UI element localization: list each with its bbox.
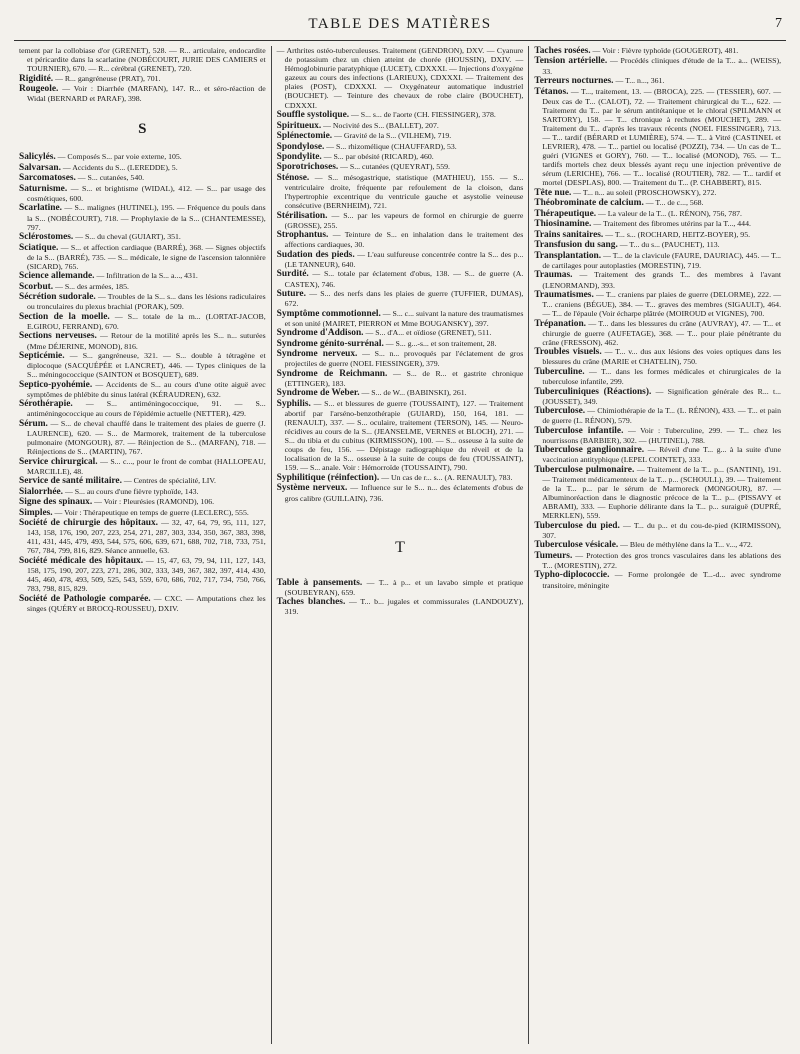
entry-headword: Strophantus. [276, 230, 329, 241]
entry-text: — S... de R... et gastrite chronique (ETTINGER), 183. [284, 368, 524, 388]
entry-headword: Troubles visuels. [534, 347, 602, 358]
entry-text: — S... cutanées, 540. [75, 173, 145, 183]
entry-headword: Saturnisme. [19, 183, 68, 194]
index-entry [534, 290, 781, 318]
index-entry [277, 309, 524, 328]
entry-headword: Tumeurs. [534, 550, 573, 561]
entry-text: — Protection des gros troncs vasculaires dans les ablations des T... (MORESTIN), 272. [542, 550, 782, 570]
entry-headword: Société de Pathologie comparée. [19, 593, 151, 604]
entry-headword: Signe des spinaux. [19, 497, 93, 508]
entry-text: — Voir : Diarrhée (MARFAN), 147. R... et séro-réaction de Widal (BERNARD et PARAF), 398. [27, 84, 266, 104]
index-entry [277, 121, 524, 131]
entry-text: — Forme prolongée de T...-d... avec syndrome transitoire, méningite [542, 570, 782, 590]
entry-text: — Traitement des grands T... des membres à l'avant (LENORMAND), 393. [542, 270, 782, 290]
index-entry [534, 230, 781, 240]
index-entry [19, 232, 266, 242]
entry-headword: Syndrome d'Addison. [276, 328, 364, 339]
entry-headword: Table à pansements. [276, 577, 363, 588]
entry-headword: Transplantation. [534, 250, 602, 261]
entry-text: — S... par obésité (RICARD), 460. [321, 151, 434, 161]
entry-headword: Tête nue. [534, 187, 572, 198]
index-entry [534, 445, 781, 464]
entry-headword: Société médicale des hôpitaux. [19, 555, 144, 566]
header-rule [14, 40, 786, 41]
index-entry [19, 271, 266, 281]
index-entry [19, 184, 266, 203]
index-entry [534, 76, 781, 86]
entry-text: — S... n... provoqués par l'éclatement de gros projectiles de guerre (NOEL FIESSINGER), 379. [284, 349, 524, 369]
entry-headword: Système nerveux. [276, 483, 348, 494]
index-entry [534, 387, 781, 406]
index-entry [534, 240, 781, 250]
entry-text: — 15, 47, 63, 79, 94, 111, 127, 143, 158, 175, 190, 207, 223, 271, 286, 302, 333, 349, 367, 382, 397, 414, 430, 445, 460, 478, 493, 509, 525, 543, 559, 670, 686, 702, 717, 734, 750, 766, 783, 798, 815, 829. [27, 555, 266, 594]
index-entry [19, 292, 266, 311]
entry-text: — S... g...-s... et son traitement, 28. [383, 338, 497, 348]
index-entry [19, 487, 266, 497]
entry-headword: Sérothérapie. [19, 399, 73, 410]
entry-text: — Accidents de S... au cours d'une otite aiguë avec symptômes de phlébite du sinus latéral (KÉRAUDREN), 632. [27, 379, 266, 399]
entry-headword: Service de santé militaire. [19, 476, 122, 487]
index-entry [19, 312, 266, 331]
entry-text: — T... n..., 361. [613, 76, 665, 86]
entry-headword: Sarcomatoses. [19, 173, 76, 184]
index-entry [534, 46, 781, 56]
index-entry [19, 457, 266, 476]
entry-text: — Influence sur le S... n... des éclatements d'obus de gros calibre (GUILLAIN), 736. [284, 483, 524, 503]
index-entry [534, 406, 781, 425]
entry-text: — Troubles de la S... s... dans les lésions radiculaires ou tronculaires du plexus brachial (PORAK), 509. [27, 292, 266, 312]
entry-headword: Typho-diplococcie. [534, 570, 610, 581]
entry-text: — S... rhizomélique (CHAUFFARD), 53. [324, 141, 457, 151]
index-entry [534, 540, 781, 550]
entry-headword: Sténose. [276, 172, 310, 183]
index-entry [277, 328, 524, 338]
entry-text: — Signification générale des R... t... (JOUSSET), 349. [542, 386, 782, 406]
index-entry [534, 551, 781, 570]
entry-headword: Thérapeutique. [534, 208, 597, 219]
index-entry [277, 388, 524, 398]
entry-text: — Centres de spécialité, LIV. [121, 476, 216, 486]
entry-text: — La valeur de la T... (L. RÉNON), 756, 787. [596, 208, 742, 218]
entry-text: — T... v... dus aux lésions des voies optiques dans les blessures du crâne (MARIE et CHATELIN), 750. [542, 347, 782, 367]
entry-headword: Souffle systolique. [276, 110, 350, 121]
entry-headword: Syndrome de Reichmann. [276, 368, 388, 379]
entry-text: — T... n... au soleil (PROSCHOWSKY), 272. [571, 187, 717, 197]
entry-headword: Syphilitique (réinfection). [276, 472, 380, 483]
index-entry [277, 597, 524, 616]
index-entry [19, 331, 266, 350]
entry-text: tement par la collobiase d'or (GRENET), 528. — R... articulaire, endocardite et péricardite dans la scarlatine (NOBÉCOURT, JURIE DES CAMIERS et TOURNIER), 670. — R... cérébral (GRENET), 720. [19, 46, 266, 74]
index-entry [534, 465, 781, 521]
index-entry [534, 209, 781, 219]
entry-headword: Tuberculose vésicale. [534, 540, 619, 551]
entry-headword: Sudation des pieds. [276, 249, 355, 260]
entry-text: — Un cas de r... s... (A. RENAULT), 783. [379, 472, 513, 482]
index-entry [19, 173, 266, 183]
index-entry [277, 46, 524, 110]
index-entry [19, 518, 266, 555]
entry-headword: Surdité. [276, 269, 309, 280]
entry-headword: Spiritueux. [276, 120, 322, 131]
entry-headword: Science allemande. [19, 271, 95, 282]
entry-headword: Spondylose. [276, 141, 325, 152]
entry-headword: Tuberculine. [534, 366, 585, 377]
entry-headword: Taches blanches. [276, 597, 346, 608]
index-entry [277, 110, 524, 120]
entry-text: — T... à p... et un lavabo simple et pratique (SOUBEYRAN), 659. [284, 577, 524, 597]
index-entry [534, 198, 781, 208]
index-entry [534, 319, 781, 347]
entry-headword: Simples. [19, 507, 53, 518]
index-entry [277, 349, 524, 368]
entry-headword: Sclérostomes. [19, 232, 74, 243]
entry-text: — Infiltration de la S... a..., 431. [94, 271, 198, 281]
entry-text: — Accidents du S... (LEREDDE), 5. [60, 162, 178, 172]
index-entry [277, 162, 524, 172]
entry-headword: Salvarsan. [19, 162, 61, 173]
index-entry [277, 369, 524, 388]
entry-text: — T... de c..., 568. [643, 198, 704, 208]
entry-text: — S... malignes (HUTINEL), 195. — Fréquence du pouls dans la S... (NOBÉCOURT), 718. — Prophylaxie de la S... (CHANTEMESSE), 797. [27, 203, 266, 232]
entry-headword: Tuberculose. [534, 406, 586, 417]
index-entry [19, 476, 266, 486]
entry-headword: Rougeole. [19, 84, 59, 95]
entry-text: — S... totale de la m... (LORTAT-JACOB, E.GIROU, FERRAND), 670. [27, 311, 266, 331]
index-entry [19, 163, 266, 173]
index-entry [534, 367, 781, 386]
entry-text: — S... de W... (BABINSKI), 261. [359, 388, 467, 398]
entry-headword: Suture. [276, 289, 306, 300]
entry-text: — S... au cours d'une fièvre typhoïde, 143. [63, 486, 199, 496]
entry-headword: Syndrome génito-surrénal. [276, 338, 384, 349]
index-entry [534, 251, 781, 270]
entry-text: — Nocivité des S... (BALLET), 207. [321, 120, 439, 130]
index-entry [277, 142, 524, 152]
entry-text: — Voir : Fièvre typhoïde (GOUGEROT), 481. [590, 46, 739, 55]
entry-headword: Traumatismes. [534, 290, 594, 301]
index-entry [277, 269, 524, 288]
entry-text: — Chimiothérapie de la T... (L. RÉNON), 433. — T... et pain de guerre (L. RÉNON), 579. [542, 406, 782, 426]
entry-headword: Sérum. [19, 418, 48, 429]
index-entry [534, 56, 781, 75]
index-entry [534, 426, 781, 445]
entry-headword: Sporotrichoses. [276, 162, 339, 173]
entry-text: — S... et brightisme (WIDAL), 412. — S... par usage des cosmétiques, 600. [27, 183, 266, 203]
entry-text: — S... c..., pour le front de combat (HALLOPEAU, MARCILLE), 48. [27, 456, 266, 476]
index-entry [277, 473, 524, 483]
index-entry [277, 211, 524, 230]
index-entry [277, 250, 524, 269]
index-column-right [528, 46, 786, 1044]
entry-headword: Société de chirurgie des hôpitaux. [19, 518, 159, 529]
entry-text: — T... craniens par plaies de guerre (DELORME), 222. — T... craniens (BÉGUE), 384. — T... graves des membres (SIGAULT), 464. — T... de l'épaule (Voir écharpe plâtrée (MOIROUD et VIGNES), 700. [542, 290, 782, 319]
index-entry [19, 203, 266, 231]
index-entry [534, 270, 781, 289]
entry-headword: Stérilisation. [276, 210, 328, 221]
entry-text: — Voir : Pleurésies (RAMOND), 106. [92, 497, 215, 507]
index-entry [534, 219, 781, 229]
entry-text: — Arthrites ostéo-tuberculeuses. Traitement (GENDRON), DXV. — Cyanure de potassium chez un chien atteint de chorée (HOUSSIN), DXIV. — Hémoglobinurie paratyphique (LUCET), CDXXXI. — Injections d'oxygène gazeux au cours des infections (LARIEUX), CDXXXI. — Traitement des plaies (POST), CDXXXI. — Oxygénateur automatique industriel (BOUCHET). — Teinture des chevaux de robe claire (BOUCHET), CDXXXI. [276, 46, 524, 110]
index-column-middle [271, 46, 529, 1044]
index-entry [19, 74, 266, 84]
index-entry [19, 556, 266, 593]
entry-text: — S... du cheval (GUIART), 351. [73, 232, 181, 242]
index-entry [534, 188, 781, 198]
index-entry [19, 380, 266, 399]
index-entry [19, 497, 266, 507]
index-entry [277, 399, 524, 473]
index-entry [277, 578, 524, 597]
entry-headword: Théobrominate de calcium. [534, 198, 644, 209]
entry-text: — S... c... suivant la nature des traumatismes et son unité (MAIRET, PIERRON et Mme BOUGANSKY), 397. [284, 308, 524, 328]
entry-headword: Rigidité. [19, 73, 54, 84]
entry-headword: Tuberculose pulmonaire. [534, 464, 635, 475]
entry-text: — L'eau sulfureuse concentrée contre la S... des p... (LE TANNEUR), 640. [284, 249, 524, 269]
entry-text: — T... b... jugales et commissurales (LANDOUZY), 319. [284, 597, 524, 617]
entry-headword: Trains sanitaires. [534, 229, 604, 240]
entry-headword: Sciatique. [19, 242, 59, 253]
index-entry [534, 87, 781, 188]
entry-headword: Syphilis. [276, 398, 311, 409]
entry-text: — S... et blessures de guerre (TOUSSAINT), 127. — Traitement abortif par l'arséno-benzothérapie (GUIARD), 150, 164, 181. — (RENAULT), 337. — S... oculaire, traitement (TERSON), 145. — Neuro-récidives au cours de la S... (JEANSELME, VERNES et BLOCH), 271. — S... du tibia et du cubitus (KIRMISSON), 100. — S... osseuse à la suite de coups de feu, 156. — Dépistage radiographique du réveil et de la localisation de la S... osseuse à la suite de coups de feu (TOUSSAINT), 159. — S... anale. Voir : Hémorroïde (TOUSSAINT), 790. [284, 398, 524, 473]
entry-headword: Section de la moelle. [19, 311, 110, 322]
entry-headword: Syndrome de Weber. [276, 388, 360, 399]
index-entry [277, 131, 524, 141]
index-entry [19, 419, 266, 456]
index-entry [534, 347, 781, 366]
entry-headword: Sécrétion sudorale. [19, 292, 96, 303]
entry-text: — T... du p... et du cou-de-pied (KIRMISSON), 307. [542, 520, 782, 540]
entry-text: — Retour de la motilité après les S... n... suturées (Mme DÉJERINE, MONOD), 816. [27, 331, 266, 351]
entry-headword: Symptôme commotionnel. [276, 308, 381, 319]
entry-headword: Splénectomie. [276, 131, 333, 142]
entry-headword: Tuberculiniques (Réactions). [534, 386, 652, 397]
index-entry [277, 152, 524, 162]
index-columns [14, 46, 786, 1044]
index-entry [534, 521, 781, 540]
entry-headword: Scarlatine. [19, 203, 62, 214]
entry-headword: Transfusion du sang. [534, 240, 618, 251]
entry-text: — 32, 47, 64, 79, 95, 111, 127, 143, 158, 176, 190, 207, 223, 254, 271, 287, 303, 334, 350, 367, 383, 398, 411, 431, 445, 479, 493, 544, 575, 606, 639, 671, 688, 702, 718, 733, 751, 767, 784, 799, 816, 829. Séance annuelle, 63. [27, 518, 266, 556]
entry-text: — Traitement de la T... p... (SANTINI), 191. — Traitement médicamenteux de la T... p... (SCHOULL), 39. — Traitement de la T... p... par le sérum de Marmoreck (MONGOUR), 87. — Albuminoréaction dans le diagnostic précoce de la T... p... (PISSAVY et ABRAMI), 333. — Euphorie délirante dans la T... p... suraiguë (DUPRÉ, MERKLEN), 559. [542, 464, 782, 521]
entry-headword: Trépanation. [534, 318, 586, 329]
entry-text: — Procédés cliniques d'étude de la T... a... (WEISS), 33. [542, 56, 782, 76]
index-entry [19, 84, 266, 103]
section-letter: S [138, 121, 147, 138]
entry-headword: Terreurs nocturnes. [534, 76, 614, 87]
entry-text: — S... s... de l'aorte (CH. FIESSINGER), 378. [349, 110, 496, 120]
entry-text: — S... totale par éclatement d'obus, 138. — S... de guerre (A. CASTEX), 746. [284, 269, 524, 289]
entry-text: — Composés S... par voie externe, 105. [55, 152, 182, 162]
index-entry [19, 508, 266, 518]
entry-headword: Septicémie. [19, 351, 65, 361]
entry-text: — Voir : Thérapeutique en temps de guerre (LECLERC), 555. [52, 507, 249, 517]
entry-text: — S... et affection cardiaque (BARRÉ), 368. — Signes objectifs de la S... (BARRÉ), 735. — S... médicale, le signe de l'ascension talonnière (SICARD), 765. [27, 242, 266, 271]
index-entry [19, 152, 266, 162]
entry-headword: Tuberculose ganglionnaire. [534, 445, 645, 456]
entry-text: — S... cutanées (QUEYRAT), 559. [338, 162, 450, 172]
index-entry [277, 230, 524, 249]
entry-text: — Gravité de la S... (VILHEM), 719. [332, 131, 452, 141]
entry-text: — T... de la clavicule (FAURE, DAURIAC), 445. — T... de cartilages pour autoplasties (MORESTIN), 719. [542, 250, 782, 270]
entry-headword: Scorbut. [19, 281, 54, 292]
entry-headword: Tension artérielle. [534, 56, 608, 67]
index-entry [277, 173, 524, 210]
entry-text: — S... des armées, 185. [53, 281, 129, 291]
entry-text: — T... s... (ROCHARD, HEITZ-BOYER), 95. [603, 229, 751, 239]
entry-text: — S... des nerfs dans les plaies de guerre (TUFFIER, DUMAS), 672. [284, 289, 524, 309]
page-number: 7 [775, 16, 782, 31]
page-header [14, 14, 786, 38]
index-entry [277, 339, 524, 349]
entry-headword: Traumas. [534, 270, 573, 281]
entry-text: — CXC. — Amputations chez les singes (QUÉRY et BROCQ-ROUSSEU), DXIV. [27, 593, 266, 613]
index-entry [277, 483, 524, 502]
index-entry [277, 289, 524, 308]
index-entry [19, 282, 266, 292]
section-letter: T [395, 538, 405, 556]
entry-text: — T..., traitement, 13. — (BROCA), 225. — (TESSIER), 607. — Deux cas de T... (CALOT), 72. — Traitement chirurgical du T..., 622. — Traitement du T... par le sérum antitétanique et le chloral (SPILMANN et SARTORY), 158. — T... chronique à rechutes (MOUCHET), 289. — Traitement du T... d'après les travaux récents (NOEL FIESSINGER), 713. — T... tardif (BÉRARD et LUMIÈRE), 574. — T... à Vitré (CASTINEL et LEVRIER), 478. — T... partiel ou localisé (POZZI), 734. — Un cas de T... guéri (VIGNES et GORY), 760. — T... localisé (MONOD), 765. — T... tardifs mortels chez deux blessés ayant reçu une injection préventive de sérum (LERICHE), 766. — T... localisé (ROUTIER), 782. — T... tardif et mortel (DESPLAS), 800. — Traitement du T... (P. CHABBERT), 815. [542, 86, 782, 188]
entry-headword: Tétanos. [534, 86, 569, 97]
entry-headword: Salicylés. [19, 152, 56, 163]
entry-text: — Teinture de S... en inhalation dans le traitement des affections cardiaques, 30. [284, 230, 524, 250]
index-entry [19, 399, 266, 418]
entry-text: — Voir : Tuberculine, 299. — T... chez les nourrissons (BARBIER), 302. — (HUTINEL), 788. [542, 425, 781, 445]
entry-text: — S... mésogastrique, statistique (MATHIEU), 155. — S... ventriculaire droite, fréquente par refoulement de la cloison, dans l'hypertrophie excentrique du ventricule gauche et asystolie veineuse consécutive (BERNHEIM), 721. [284, 172, 524, 211]
index-entry [19, 243, 266, 271]
entry-headword: Sialorrhée. [19, 486, 64, 497]
entry-headword: Thiosinamine. [534, 219, 592, 230]
entry-headword: Spondylite. [276, 151, 322, 162]
index-entry [19, 594, 266, 613]
entry-text: — S... d'A... et oïdiose (GRENET), 511. [363, 328, 492, 338]
entry-headword: Sections nerveuses. [19, 331, 97, 342]
entry-text: — S... par les vapeurs de formol en chirurgie de guerre (GROSSE), 255. [284, 210, 524, 230]
entry-headword: Syndrome nerveux. [276, 349, 358, 360]
entry-headword: Service chirurgical. [19, 456, 98, 467]
entry-text: — T... du s... (PAUCHET), 113. [617, 240, 720, 250]
entry-headword: Tuberculose infantile. [534, 425, 624, 436]
entry-text: — Réveil d'une T... g... à la suite d'une vaccination antityphique (LEPEL COINTET), 333. [542, 445, 782, 465]
index-entry [19, 351, 266, 379]
entry-text: — S... de cheval chauffé dans le traitement des plaies de guerre (J. LAURENCE), 620. — S... de Marmorek, traitement de la tuberculose pulmonaire (MONGOUR), 87. — Réinjection de S... (MARFAN), 718. — Réinjections de S... (MARTIN), 767. [27, 418, 266, 457]
entry-text: — S... gangréneuse, 321. — S... double à tétragène et diplocoque (SACQUÉPÉE et LANCRET), 446. — Types cliniques de la S... méningococcique (SAINTON et BOSQUET), 689. [27, 351, 266, 380]
entry-headword: Tuberculose du pied. [534, 520, 620, 531]
page-title: TABLE DES MATIÈRES [308, 16, 492, 32]
entry-text: — S... antiméningococcique, 91. — S... antiméningococcique au cours de l'épidémie actuelle (NETTER), 429. [27, 399, 266, 419]
index-column-left [14, 46, 271, 1044]
entry-headword: Septico-pyohémie. [19, 379, 93, 390]
entry-headword: Taches rosées. [534, 46, 591, 56]
index-entry [19, 46, 266, 73]
entry-text: — Bleu de méthylène dans la T... v..., 472. [618, 540, 753, 550]
entry-text: — T... dans les formes médicales et chirurgicales de la tuberculose infantile, 299. [542, 366, 782, 387]
index-entry [534, 570, 781, 589]
entry-text: — T... dans les blessures du crâne (AUVRAY), 47. — T... et chirurgie de guerre (AUFETAGE), 368. — T... pour plaie pénétrante du crâne (FRESSON), 462. [542, 318, 782, 347]
entry-text: — Traitement des fibromes utérins par la T..., 444. [591, 219, 751, 229]
entry-text: — R... gangréneuse (PRAT), 701. [53, 73, 161, 83]
